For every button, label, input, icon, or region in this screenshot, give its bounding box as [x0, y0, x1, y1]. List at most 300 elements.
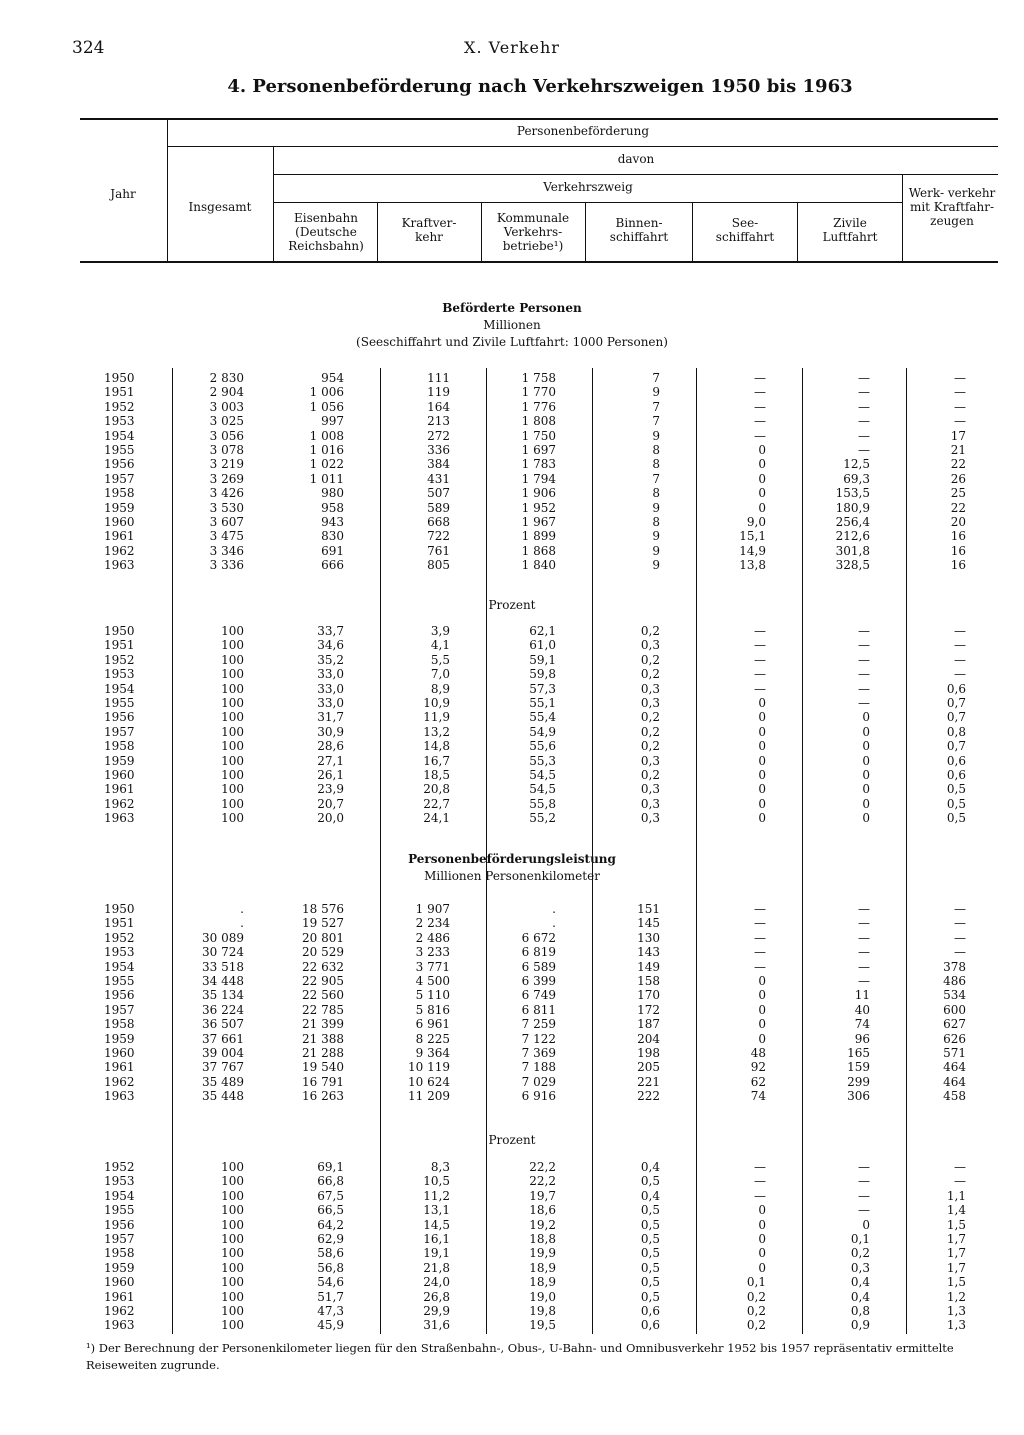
table-row — [104, 782, 966, 796]
value-cell: — — [954, 414, 966, 429]
value-cell: — — [754, 428, 766, 443]
value-cell: 0,8 — [850, 1304, 870, 1319]
value-cell: 22,7 — [423, 796, 450, 811]
value-cell: 7,0 — [430, 667, 450, 682]
value-cell: . — [240, 916, 244, 931]
value-cell: . — [240, 902, 244, 916]
value-cell: 0,9 — [850, 1318, 870, 1333]
value-cell: 55,3 — [529, 753, 556, 768]
table-row — [104, 960, 966, 974]
value-cell: 0,2 — [850, 1246, 870, 1261]
year-cell: 1957 — [104, 724, 135, 739]
value-cell: 1,3 — [946, 1304, 966, 1319]
value-cell: 26,8 — [423, 1289, 450, 1304]
year-cell: 1951 — [104, 916, 135, 931]
header-col-binnenschiffahrt: Binnen- schiffahrt — [609, 216, 669, 244]
value-cell: — — [858, 696, 870, 711]
value-cell: 0 — [758, 471, 766, 486]
value-cell: 19,1 — [423, 1246, 450, 1261]
value-cell: 6 399 — [521, 974, 556, 989]
value-cell: 1,7 — [946, 1260, 966, 1275]
year-cell: 1950 — [104, 902, 135, 916]
year-cell: 1956 — [104, 1217, 135, 1232]
value-cell: 58,6 — [317, 1246, 344, 1261]
value-cell: — — [754, 959, 766, 974]
value-cell: 0 — [758, 710, 766, 725]
value-cell: 59,8 — [529, 667, 556, 682]
value-cell: 384 — [427, 457, 450, 472]
value-cell: 54,9 — [529, 724, 556, 739]
value-cell: 1,2 — [946, 1289, 966, 1304]
value-cell: 20 — [950, 515, 966, 530]
value-cell: 100 — [221, 796, 244, 811]
value-cell: 1,4 — [946, 1203, 966, 1218]
value-cell: 57,3 — [529, 681, 556, 696]
value-cell: 0 — [758, 1203, 766, 1218]
value-cell: 12,5 — [843, 457, 870, 472]
header-divider — [585, 203, 586, 262]
value-cell: 100 — [221, 1232, 244, 1247]
header-col-werkverkehr: Werk- verkehr mit Kraftfahr- zeugen — [908, 186, 996, 228]
table-row — [104, 429, 966, 443]
table-row — [104, 768, 966, 782]
value-cell: 11 — [854, 988, 870, 1003]
value-cell: 19,9 — [529, 1246, 556, 1261]
value-cell: 6 672 — [521, 930, 556, 945]
table-row — [104, 400, 966, 414]
value-cell: 464 — [943, 1074, 966, 1089]
value-cell: 0,2 — [746, 1289, 766, 1304]
value-cell: 130 — [637, 930, 660, 945]
year-cell: 1960 — [104, 1046, 135, 1061]
value-cell: 100 — [221, 1174, 244, 1189]
value-cell: 1 016 — [309, 443, 344, 458]
value-cell: 805 — [427, 558, 450, 573]
year-cell: 1959 — [104, 500, 135, 515]
value-cell: 0,2 — [746, 1304, 766, 1319]
value-cell: 9 — [652, 529, 660, 544]
table-row — [104, 1218, 966, 1232]
value-cell: 1,1 — [946, 1188, 966, 1203]
table-row — [104, 974, 966, 988]
section-unit: Millionen — [483, 318, 541, 332]
value-cell: — — [954, 624, 966, 638]
value-cell: 0 — [758, 1017, 766, 1032]
value-cell: 48 — [750, 1046, 766, 1061]
value-cell: 28,6 — [317, 739, 344, 754]
year-cell: 1961 — [104, 529, 135, 544]
value-cell: 100 — [221, 1304, 244, 1319]
value-cell: 10 624 — [408, 1074, 450, 1089]
value-cell: 464 — [943, 1060, 966, 1075]
table-row — [104, 811, 966, 825]
value-cell: 33,0 — [317, 681, 344, 696]
value-cell: 997 — [321, 414, 344, 429]
value-cell: 1 008 — [309, 428, 344, 443]
value-cell: — — [954, 916, 966, 931]
value-cell: — — [858, 638, 870, 653]
year-cell: 1955 — [104, 974, 135, 989]
value-cell: 1 967 — [521, 515, 556, 530]
header-divider — [692, 203, 693, 262]
value-cell: 7 — [652, 399, 660, 414]
value-cell: 21 388 — [302, 1031, 344, 1046]
table-row — [104, 414, 966, 428]
value-cell: 328,5 — [835, 558, 870, 573]
value-cell: 627 — [943, 1017, 966, 1032]
table-row — [104, 1032, 966, 1046]
value-cell: 64,2 — [317, 1217, 344, 1232]
year-cell: 1955 — [104, 696, 135, 711]
table-row — [104, 515, 966, 529]
value-cell: — — [754, 916, 766, 931]
value-cell: 3 025 — [209, 414, 244, 429]
value-cell: 100 — [221, 753, 244, 768]
header-divider — [377, 203, 378, 262]
value-cell: 26 — [950, 471, 966, 486]
value-cell: 3 269 — [209, 471, 244, 486]
value-cell: 16 263 — [302, 1089, 344, 1104]
value-cell: 55,2 — [529, 811, 556, 826]
value-cell: 55,8 — [529, 796, 556, 811]
value-cell: 100 — [221, 652, 244, 667]
value-cell: 1 808 — [521, 414, 556, 429]
value-cell: 62,9 — [317, 1232, 344, 1247]
value-cell: — — [754, 371, 766, 385]
year-cell: 1963 — [104, 811, 135, 826]
value-cell: 0 — [862, 724, 870, 739]
value-cell: — — [858, 974, 870, 989]
header-rule — [274, 174, 998, 175]
year-cell: 1960 — [104, 1275, 135, 1290]
value-cell: 149 — [637, 959, 660, 974]
table-row — [104, 1003, 966, 1017]
year-cell: 1953 — [104, 667, 135, 682]
header-divider — [797, 203, 798, 262]
value-cell: 3 336 — [209, 558, 244, 573]
year-cell: 1962 — [104, 796, 135, 811]
value-cell: 0,2 — [640, 667, 660, 682]
value-cell: 145 — [637, 916, 660, 931]
value-cell: 5,5 — [430, 652, 450, 667]
value-cell: 20 801 — [302, 930, 344, 945]
value-cell: 0,8 — [946, 724, 966, 739]
table-row — [104, 653, 966, 667]
value-cell: 0 — [862, 782, 870, 797]
value-cell: 111 — [427, 371, 450, 385]
value-cell: — — [858, 399, 870, 414]
value-cell: — — [858, 1203, 870, 1218]
value-cell: 35 489 — [202, 1074, 244, 1089]
value-cell: 2 830 — [209, 371, 244, 385]
value-cell: — — [858, 945, 870, 960]
value-cell: 100 — [221, 710, 244, 725]
value-cell: 0,5 — [640, 1289, 660, 1304]
value-cell: 9 — [652, 385, 660, 400]
value-cell: — — [954, 1160, 966, 1174]
value-cell: — — [858, 681, 870, 696]
value-cell: 9 — [652, 428, 660, 443]
year-cell: 1963 — [104, 1089, 135, 1104]
value-cell: 0 — [758, 500, 766, 515]
value-cell: 8 — [652, 515, 660, 530]
value-cell: 378 — [943, 959, 966, 974]
value-cell: 958 — [321, 500, 344, 515]
value-cell: 24,1 — [423, 811, 450, 826]
data-table — [104, 371, 966, 573]
year-cell: 1963 — [104, 1318, 135, 1333]
header-top-rule — [80, 118, 998, 120]
table-row — [104, 457, 966, 471]
value-cell: 691 — [321, 543, 344, 558]
value-cell: 3 426 — [209, 486, 244, 501]
value-cell: 0,5 — [640, 1232, 660, 1247]
value-cell: 18 576 — [302, 902, 344, 916]
value-cell: 0 — [862, 796, 870, 811]
value-cell: 7 029 — [521, 1074, 556, 1089]
value-cell: 22 — [950, 457, 966, 472]
value-cell: — — [858, 959, 870, 974]
value-cell: 830 — [321, 529, 344, 544]
value-cell: 0,2 — [640, 768, 660, 783]
value-cell: 6 749 — [521, 988, 556, 1003]
value-cell: 22 — [950, 500, 966, 515]
value-cell: 0 — [758, 1217, 766, 1232]
value-cell: 22,2 — [529, 1174, 556, 1189]
value-cell: 1,5 — [946, 1217, 966, 1232]
value-cell: 21,8 — [423, 1260, 450, 1275]
value-cell: 18,6 — [529, 1203, 556, 1218]
value-cell: 761 — [427, 543, 450, 558]
value-cell: 0,5 — [946, 796, 966, 811]
table-row — [104, 544, 966, 558]
value-cell: — — [754, 1188, 766, 1203]
value-cell: 100 — [221, 1318, 244, 1333]
value-cell: 0,5 — [640, 1174, 660, 1189]
value-cell: 9 364 — [415, 1046, 450, 1061]
value-cell: 10 119 — [408, 1060, 450, 1075]
value-cell: 1,3 — [946, 1318, 966, 1333]
value-cell: 13,8 — [739, 558, 766, 573]
year-cell: 1962 — [104, 543, 135, 558]
table-row — [104, 1060, 966, 1074]
value-cell: 9 — [652, 543, 660, 558]
value-cell: 67,5 — [317, 1188, 344, 1203]
value-cell: 55,1 — [529, 696, 556, 711]
value-cell: 6 819 — [521, 945, 556, 960]
data-table — [104, 624, 966, 826]
value-cell: 187 — [637, 1017, 660, 1032]
header-rule — [274, 202, 902, 203]
value-cell: 205 — [637, 1060, 660, 1075]
value-cell: 8 — [652, 457, 660, 472]
header-insgesamt: Insgesamt — [188, 200, 252, 214]
table-row — [104, 443, 966, 457]
value-cell: 3 346 — [209, 543, 244, 558]
value-cell: 100 — [221, 1275, 244, 1290]
value-cell: 16 — [950, 529, 966, 544]
value-cell: 954 — [321, 371, 344, 385]
value-cell: 10,9 — [423, 696, 450, 711]
value-cell: 0,4 — [640, 1188, 660, 1203]
year-cell: 1954 — [104, 681, 135, 696]
value-cell: 0,1 — [746, 1275, 766, 1290]
value-cell: 165 — [847, 1046, 870, 1061]
table-row — [104, 529, 966, 543]
value-cell: 8,3 — [430, 1160, 450, 1174]
value-cell: — — [954, 399, 966, 414]
table-row — [104, 624, 966, 638]
value-cell: 19,5 — [529, 1318, 556, 1333]
value-cell: 3 475 — [209, 529, 244, 544]
header-divider — [481, 203, 482, 262]
value-cell: 24,0 — [423, 1275, 450, 1290]
value-cell: — — [954, 930, 966, 945]
header-col-eisenbahn: Eisenbahn (Deutsche Reichsbahn) — [288, 211, 364, 253]
value-cell: 8 225 — [415, 1031, 450, 1046]
value-cell: 2 904 — [209, 385, 244, 400]
header-divider — [167, 119, 168, 262]
value-cell: 3 233 — [415, 945, 450, 960]
value-cell: 8 — [652, 443, 660, 458]
value-cell: 1 783 — [521, 457, 556, 472]
value-cell: 8 — [652, 486, 660, 501]
header-verkehrszweig: Verkehrszweig — [543, 180, 633, 194]
value-cell: 19,0 — [529, 1289, 556, 1304]
value-cell: 19,8 — [529, 1304, 556, 1319]
value-cell: 100 — [221, 1289, 244, 1304]
value-cell: 33,0 — [317, 696, 344, 711]
value-cell: 7 259 — [521, 1017, 556, 1032]
value-cell: 45,9 — [317, 1318, 344, 1333]
table-row — [104, 371, 966, 385]
section-title: Prozent — [488, 598, 536, 612]
year-cell: 1954 — [104, 959, 135, 974]
year-cell: 1961 — [104, 782, 135, 797]
value-cell: 256,4 — [835, 515, 870, 530]
header-davon: davon — [617, 152, 655, 166]
value-cell: 2 234 — [415, 916, 450, 931]
table-row — [104, 696, 966, 710]
value-cell: 100 — [221, 811, 244, 826]
value-cell: 170 — [637, 988, 660, 1003]
value-cell: 0,5 — [946, 782, 966, 797]
value-cell: — — [954, 902, 966, 916]
value-cell: 100 — [221, 768, 244, 783]
value-cell: 15,1 — [739, 529, 766, 544]
value-cell: 56,8 — [317, 1260, 344, 1275]
value-cell: 0,3 — [640, 638, 660, 653]
value-cell: 100 — [221, 1260, 244, 1275]
value-cell: 119 — [427, 385, 450, 400]
value-cell: 0 — [758, 811, 766, 826]
value-cell: — — [954, 385, 966, 400]
year-cell: 1954 — [104, 1188, 135, 1203]
value-cell: 212,6 — [835, 529, 870, 544]
table-row — [104, 1246, 966, 1260]
table-row — [104, 472, 966, 486]
value-cell: 21 — [950, 443, 966, 458]
value-cell: 153,5 — [835, 486, 870, 501]
table-row — [104, 1046, 966, 1060]
value-cell: 0,1 — [850, 1232, 870, 1247]
value-cell: 151 — [637, 902, 660, 916]
year-cell: 1952 — [104, 652, 135, 667]
value-cell: 74 — [750, 1089, 766, 1104]
table-row — [104, 931, 966, 945]
value-cell: 0,3 — [640, 753, 660, 768]
value-cell: 100 — [221, 624, 244, 638]
value-cell: 980 — [321, 486, 344, 501]
header-jahr: Jahr — [110, 187, 136, 201]
value-cell: 62,1 — [529, 624, 556, 638]
year-cell: 1959 — [104, 1260, 135, 1275]
value-cell: — — [754, 385, 766, 400]
value-cell: 0 — [758, 739, 766, 754]
section-title: Personenbeförderungsleistung — [408, 852, 616, 866]
value-cell: 180,9 — [835, 500, 870, 515]
value-cell: 20,7 — [317, 796, 344, 811]
value-cell: 19 540 — [302, 1060, 344, 1075]
value-cell: 7 — [652, 414, 660, 429]
value-cell: 0,3 — [640, 811, 660, 826]
value-cell: 0,4 — [850, 1275, 870, 1290]
value-cell: — — [858, 916, 870, 931]
value-cell: 69,3 — [843, 471, 870, 486]
page-number: 324 — [72, 38, 105, 58]
value-cell: 55,4 — [529, 710, 556, 725]
value-cell: 0 — [758, 768, 766, 783]
value-cell: 0 — [758, 1232, 766, 1247]
value-cell: 37 767 — [202, 1060, 244, 1075]
value-cell: 0 — [758, 1031, 766, 1046]
value-cell: 23,9 — [317, 782, 344, 797]
year-cell: 1958 — [104, 486, 135, 501]
value-cell: 158 — [637, 974, 660, 989]
value-cell: 5 816 — [415, 1002, 450, 1017]
year-cell: 1955 — [104, 443, 135, 458]
value-cell: 5 110 — [415, 988, 450, 1003]
value-cell: 100 — [221, 1217, 244, 1232]
year-cell: 1961 — [104, 1289, 135, 1304]
value-cell: 39 004 — [202, 1046, 244, 1061]
data-table — [104, 1160, 966, 1333]
value-cell: 299 — [847, 1074, 870, 1089]
table-row — [104, 667, 966, 681]
value-cell: 0 — [862, 753, 870, 768]
value-cell: 33,7 — [317, 624, 344, 638]
table-title: 4. Personenbeförderung nach Verkehrszweigen 1950 bis 1963 — [227, 76, 853, 97]
value-cell: 0,6 — [946, 768, 966, 783]
value-cell: 9 — [652, 558, 660, 573]
value-cell: 0,2 — [640, 739, 660, 754]
value-cell: 3 607 — [209, 515, 244, 530]
value-cell: 0,5 — [640, 1203, 660, 1218]
value-cell: — — [858, 1188, 870, 1203]
value-cell: 22 632 — [302, 959, 344, 974]
year-cell: 1956 — [104, 988, 135, 1003]
value-cell: 33 518 — [202, 959, 244, 974]
year-cell: 1957 — [104, 471, 135, 486]
value-cell: 0 — [758, 1002, 766, 1017]
table-row — [104, 486, 966, 500]
value-cell: 1,7 — [946, 1246, 966, 1261]
table-row — [104, 558, 966, 572]
value-cell: 22 905 — [302, 974, 344, 989]
value-cell: 0,7 — [946, 696, 966, 711]
table-row — [104, 1174, 966, 1188]
value-cell: 30,9 — [317, 724, 344, 739]
